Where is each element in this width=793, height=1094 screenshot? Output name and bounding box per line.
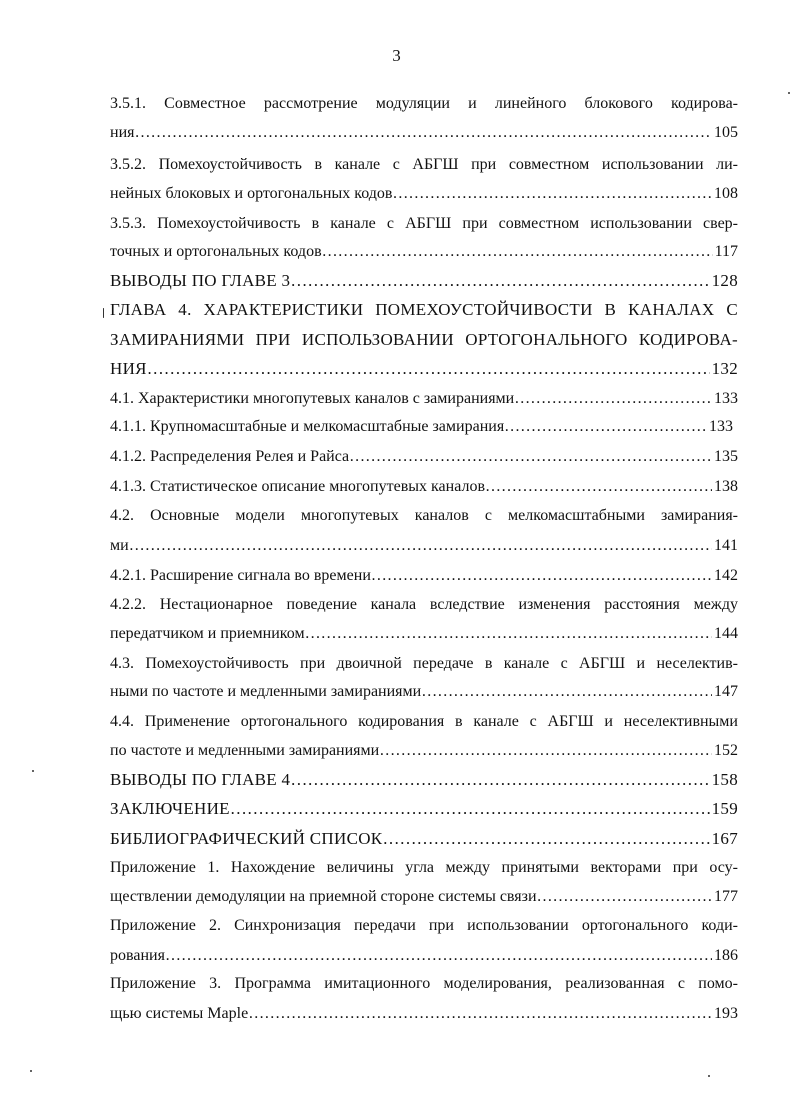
toc-page: 105 — [714, 124, 738, 141]
dot-leader — [248, 1003, 712, 1025]
toc-page: 167 — [711, 829, 738, 848]
toc-page: 159 — [711, 799, 738, 818]
toc-line — [110, 505, 738, 527]
dot-leader — [392, 183, 712, 205]
toc-line — [110, 1003, 738, 1025]
toc-page: 193 — [714, 1005, 738, 1022]
dot-leader — [349, 446, 712, 468]
toc-line — [110, 154, 738, 176]
dot-leader — [371, 565, 712, 587]
toc-text: 3.5.2. Помехоустойчивость в канале с АБГШ при совместном использовании ли- — [110, 156, 738, 173]
toc-line — [110, 93, 738, 115]
toc-line — [110, 798, 738, 820]
toc-page: 117 — [714, 243, 738, 260]
dot-leader — [230, 798, 710, 820]
toc-line — [110, 416, 733, 438]
toc-page: 141 — [714, 537, 738, 554]
toc-line — [110, 886, 738, 908]
toc-text: 4.2.2. Нестационарное поведение канала вследствие изменения расстояния между — [110, 596, 738, 613]
toc-line — [110, 446, 738, 468]
dot-leader — [134, 122, 712, 144]
dot-leader — [290, 769, 709, 791]
dot-leader — [322, 241, 713, 263]
toc-line — [110, 270, 738, 292]
scan-speck — [788, 92, 790, 94]
toc-page: 158 — [711, 770, 738, 789]
dot-leader — [421, 681, 712, 703]
toc-text: 3.5.3. Помехоустойчивость в канале с АБГШ при совместном использовании свер- — [110, 215, 738, 232]
toc-page: 144 — [714, 625, 738, 642]
toc-text: рования — [110, 947, 165, 964]
toc-text: БИБЛИОГРАФИЧЕСКИЙ СПИСОК — [110, 829, 383, 848]
dot-leader — [129, 535, 712, 557]
toc-line — [110, 183, 738, 205]
toc-line — [110, 535, 738, 557]
toc-text: 4.1.2. Распределения Релея и Райса — [110, 448, 350, 465]
toc-line — [110, 740, 738, 762]
page-number: 3 — [392, 46, 401, 65]
toc-line — [110, 973, 738, 995]
toc-text: Приложение 2. Синхронизация передачи при использовании ортогонального коди- — [110, 917, 738, 934]
toc-line — [110, 476, 738, 498]
scan-speck — [32, 770, 34, 772]
dot-leader — [165, 945, 712, 967]
dot-leader — [504, 416, 707, 438]
toc-line — [110, 213, 738, 235]
dot-leader — [382, 828, 709, 850]
scan-speck — [103, 308, 104, 318]
toc-line — [110, 623, 738, 645]
toc-line — [110, 711, 738, 733]
toc-page: 132 — [711, 359, 738, 378]
toc-line — [110, 653, 738, 675]
toc-line — [110, 915, 738, 937]
toc-text: ми — [110, 537, 129, 554]
toc-text: ЗАМИРАНИЯМИ ПРИ ИСПОЛЬЗОВАНИИ ОРТОГОНАЛЬНОГО КОДИРОВА- — [110, 330, 738, 349]
toc-page: 138 — [714, 478, 738, 495]
toc-text: ВЫВОДЫ ПО ГЛАВЕ 3 — [110, 271, 291, 290]
toc-text: Приложение 1. Нахождение величины угла между принятыми векторами при осу- — [110, 859, 738, 876]
toc-text: ществлении демодуляции на приемной стороне системы связи — [110, 888, 537, 905]
dot-leader — [147, 358, 710, 380]
toc-line — [110, 681, 738, 703]
toc-text: ВЫВОДЫ ПО ГЛАВЕ 4 — [110, 770, 291, 789]
toc-line — [110, 945, 738, 967]
toc-text: 4.2. Основные модели многопутевых каналов с мелкомасштабными замирания- — [110, 507, 738, 524]
toc-line — [110, 241, 738, 263]
toc-text: 4.1.1. Крупномасштабные и мелкомасштабные замирания — [110, 418, 505, 435]
toc-text: 4.4. Применение ортогонального кодирования в канале с АБГШ и неселективными — [110, 713, 738, 730]
toc-line — [110, 329, 738, 351]
toc-text: ными по частоте и медленными замираниями — [110, 683, 422, 700]
toc-text: 4.3. Помехоустойчивость при двоичной передаче в канале с АБГШ и неселектив- — [110, 655, 738, 672]
dot-leader — [290, 270, 709, 292]
toc-text: 3.5.1. Совместное рассмотрение модуляции и линейного блокового кодирова- — [110, 95, 738, 112]
toc-line — [110, 565, 738, 587]
toc-page: 152 — [714, 742, 738, 759]
toc-line — [110, 594, 738, 616]
toc-line — [110, 828, 738, 850]
toc-page: 147 — [714, 683, 738, 700]
scan-speck — [708, 1075, 710, 1077]
toc-line — [110, 769, 738, 791]
toc-page: 142 — [714, 567, 738, 584]
toc-line — [110, 299, 738, 321]
toc-line — [110, 358, 738, 380]
toc-page: 108 — [714, 185, 738, 202]
toc-page: 177 — [714, 888, 738, 905]
toc-text: по частоте и медленными замираниями — [110, 742, 380, 759]
toc-text: Приложение 3. Программа имитационного моделирования, реализованная с помо- — [110, 975, 738, 992]
dot-leader — [514, 388, 712, 410]
toc-text: щью системы Maple — [110, 1005, 249, 1022]
toc-text: точных и ортогональных кодов — [110, 243, 322, 260]
toc-text: НИЯ — [110, 359, 147, 378]
toc-page: 135 — [714, 448, 738, 465]
dot-leader — [537, 886, 712, 908]
toc-text: 4.2.1. Расширение сигнала во времени — [110, 567, 371, 584]
toc-page: 133 — [714, 390, 738, 407]
toc-line — [110, 388, 738, 410]
toc-page: 133 — [709, 418, 733, 435]
toc-line — [110, 122, 738, 144]
dot-leader — [305, 623, 712, 645]
toc-text: ния — [110, 124, 135, 141]
dot-leader — [485, 476, 712, 498]
toc-page: 128 — [711, 271, 738, 290]
toc-text: ЗАКЛЮЧЕНИЕ — [110, 799, 230, 818]
toc-line — [110, 857, 738, 879]
toc-text: 4.1. Характеристики многопутевых каналов с замираниями — [110, 390, 515, 407]
scan-speck — [30, 1070, 32, 1072]
toc-text: ГЛАВА 4. ХАРАКТЕРИСТИКИ ПОМЕХОУСТОЙЧИВОСТИ В КАНАЛАХ С — [110, 300, 738, 319]
toc-page: 186 — [714, 947, 738, 964]
toc-text: передатчиком и приемником — [110, 625, 305, 642]
toc-text: 4.1.3. Статистическое описание многопутевых каналов — [110, 478, 485, 495]
toc-text: нейных блоковых и ортогональных кодов — [110, 185, 393, 202]
dot-leader — [379, 740, 712, 762]
